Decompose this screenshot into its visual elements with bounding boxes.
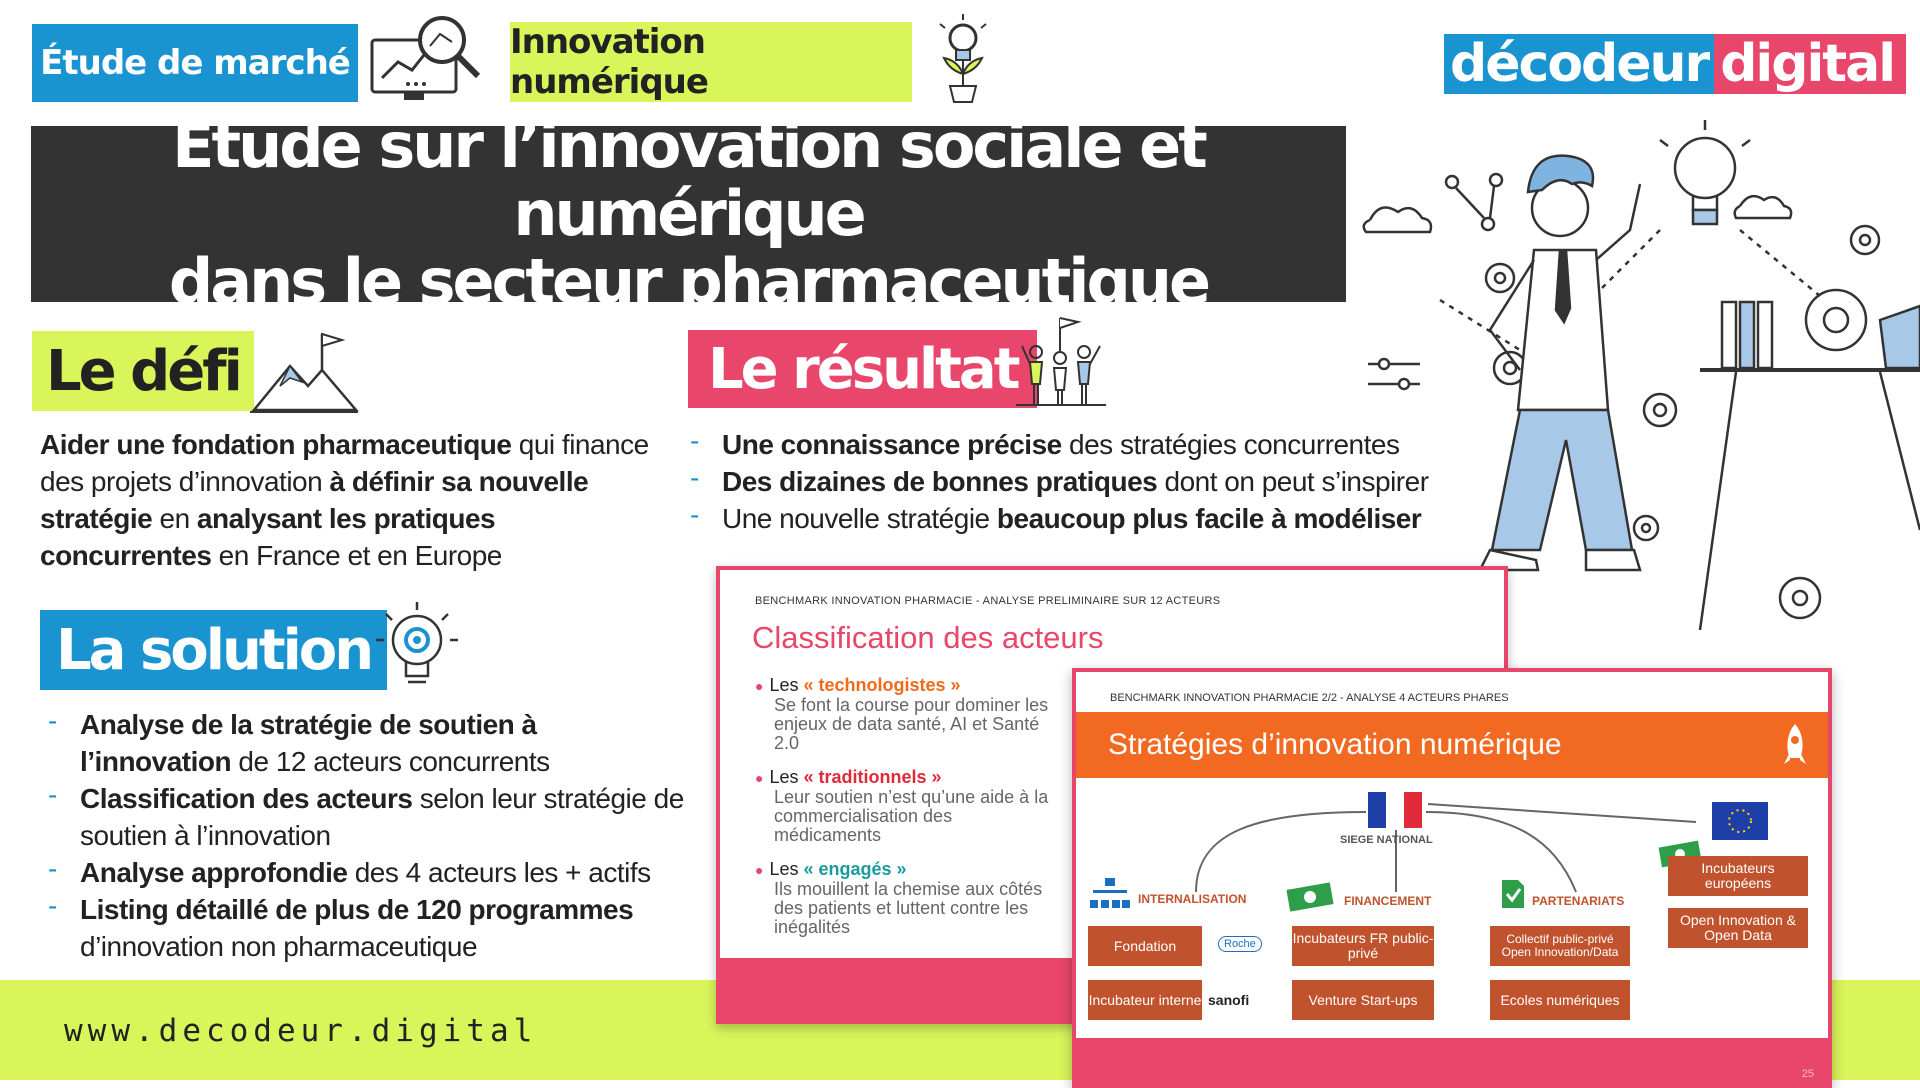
box-incubateurs-fr: Incubateurs FR public-privé: [1292, 926, 1434, 966]
defi-text-4: en: [152, 503, 197, 534]
money-icon: [1286, 882, 1336, 912]
market-analysis-icon: [368, 10, 488, 106]
solution-item: - Classification des acteurs selon leur stratégie de soutien à l’innovation: [48, 780, 688, 854]
internalisation-label: INTERNALISATION: [1138, 892, 1247, 906]
eu-flag-icon: [1712, 802, 1768, 840]
resultat-item: - Une connaissance précise des stratégies concurrentes: [690, 426, 1490, 463]
slide1-subtitle: BENCHMARK INNOVATION PHARMACIE - ANALYSE PRELIMINAIRE SUR 12 ACTEURS: [755, 595, 1221, 607]
solution-heading: La solution: [40, 610, 387, 690]
lightbulb-gear-icon: [374, 600, 460, 692]
title-line-2: dans le secteur pharmaceutique: [168, 245, 1209, 318]
defi-description: [40, 426, 660, 574]
slide1-item-engages: ● Les « engagés » Ils mouillent la chemise aux côtés des patients et luttent contre les inégalités: [755, 859, 1043, 937]
slide1-item-traditionnels: ● Les « traditionnels » Leur soutien n’est qu’une aide à la commercialisation des médicaments: [755, 767, 1049, 845]
checked-document-icon: [1500, 878, 1526, 910]
box-ecoles-numeriques: Ecoles numériques: [1490, 980, 1630, 1020]
page-title: [31, 109, 1346, 318]
resultat-item: - Une nouvelle stratégie beaucoup plus facile à modéliser: [690, 500, 1490, 537]
defi-heading: Le défi: [32, 331, 254, 411]
slide-strategies-thumbnail: [1072, 668, 1832, 1088]
logo-part-digital: digital: [1714, 34, 1906, 94]
slide1-title: Classification des acteurs: [752, 620, 1104, 655]
box-venture-startups: Venture Start-ups: [1292, 980, 1434, 1020]
slide2-subtitle: BENCHMARK INNOVATION PHARMACIE 2/2 - ANALYSE 4 ACTEURS PHARES: [1110, 692, 1509, 704]
defi-text-5: analysant les pratiques concurrentes: [40, 503, 496, 571]
slide2-footer-band: [1076, 1038, 1828, 1084]
roche-logo: Roche: [1218, 936, 1262, 952]
defi-text-3: à définir sa nouvelle stratégie: [40, 466, 589, 534]
sanofi-logo: sanofi: [1208, 992, 1250, 1008]
tag-etude-de-marche: Étude de marché: [32, 24, 358, 102]
title-line-1: Étude sur l’innovation sociale et numérique: [172, 109, 1205, 250]
solution-item: - Analyse approfondie des 4 acteurs les + actifs: [48, 854, 688, 891]
resultat-heading: Le résultat: [688, 330, 1037, 408]
box-collectif: Collectif public-privé Open Innovation/Data: [1490, 926, 1630, 966]
lightbulb-plant-icon: [928, 12, 998, 104]
box-fondation: Fondation: [1088, 926, 1202, 966]
siege-national-label: SIEGE NATIONAL: [1340, 834, 1433, 846]
box-incubateurs-europeens: Incubateurs européens: [1668, 856, 1808, 896]
defi-text-2: qui finance des projets d’innovation: [40, 429, 649, 497]
rocket-icon: [1780, 722, 1810, 770]
tag-innovation-numerique: Innovation numérique: [510, 22, 912, 102]
france-flag-icon: [1368, 792, 1422, 828]
solution-list: [48, 706, 688, 965]
financement-label: FINANCEMENT: [1344, 894, 1432, 908]
box-incubateur-interne: Incubateur interne: [1088, 980, 1202, 1020]
slide2-title: Stratégies d’innovation numérique: [1108, 728, 1562, 761]
resultat-list: [690, 426, 1490, 537]
slide2-page-number: 25: [1801, 1068, 1814, 1080]
defi-text-6: en France et en Europe: [211, 540, 502, 571]
solution-item: - Analyse de la stratégie de soutien à l’innovation de 12 acteurs concurrents: [48, 706, 688, 780]
partenariats-label: PARTENARIATS: [1532, 894, 1625, 908]
box-open-innovation: Open Innovation & Open Data: [1668, 908, 1808, 948]
resultat-item: - Des dizaines de bonnes pratiques dont on peut s’inspirer: [690, 463, 1490, 500]
slide1-item-technologistes: ● Les « technologistes » Se font la course pour dominer les enjeux de data santé, AI et Santé 2.0: [755, 675, 1049, 753]
mountain-flag-icon: [250, 330, 360, 414]
logo-part-decodeur: décodeur: [1444, 34, 1714, 94]
footer-url-link[interactable]: www.decodeur.digital: [64, 1013, 538, 1049]
defi-text-1: Aider une fondation pharmaceutique: [40, 429, 512, 460]
org-chart-icon: [1090, 878, 1130, 910]
decodeur-digital-logo[interactable]: [1444, 34, 1906, 94]
solution-item: - Listing détaillé de plus de 120 programmes d’innovation non pharmaceutique: [48, 891, 688, 965]
team-celebrating-icon: [1016, 312, 1106, 408]
